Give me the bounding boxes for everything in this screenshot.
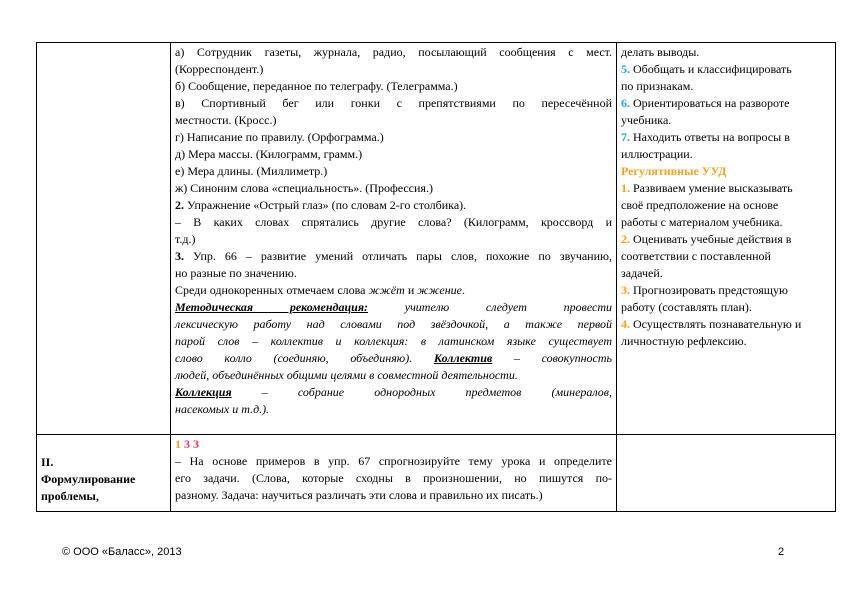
method-label: Методическая рекомендация: — [175, 300, 368, 314]
text-line: в) Спортивный бег или гонки с препятствиями по пересечённой — [175, 96, 612, 110]
stage-title: проблемы, — [41, 489, 99, 503]
table-row — [36, 42, 836, 435]
uud-cell — [617, 43, 835, 434]
text-span: Находить ответы на вопросы в — [630, 130, 790, 144]
uud-item — [621, 61, 831, 78]
exercise-text: Упр. 66 – развитие умений отличать пары слов, похожие по звучанию, — [184, 249, 612, 263]
text-line — [175, 350, 612, 367]
page-number: 2 — [778, 546, 785, 558]
text-line: задачей. — [621, 266, 663, 280]
text-line: (Корреспондент.) — [175, 62, 264, 76]
text-line: местности. (Кросс.) — [175, 113, 277, 127]
exercise-number: 3. — [175, 249, 184, 263]
exercise-number: 2. — [175, 198, 184, 212]
text-line: но разные по значению. — [175, 266, 297, 280]
text-span: Оценивать учебные действия в — [630, 232, 792, 246]
italic-word: жжение — [417, 283, 463, 297]
text-span: Прогнозировать предстоящую — [630, 283, 789, 297]
text-line — [175, 282, 612, 299]
text-span: Ориентироваться на развороте — [630, 96, 790, 110]
uud-item — [621, 231, 831, 248]
footer-copyright: © ООО «Баласс», 2013 — [62, 546, 182, 558]
text-line: лексическую работу над словами под звёздочкой, а также первой — [175, 317, 612, 331]
lesson-table — [36, 42, 836, 512]
text-span: – собрание однородных предметов (минералов, — [231, 385, 612, 399]
activity-cell — [171, 43, 617, 434]
exercise-line — [175, 248, 612, 265]
text-line: – В каких словах спрятались другие слова? (Килограмм, кроссворд и — [175, 215, 612, 229]
method-recommendation — [175, 299, 612, 316]
item-number: 7. — [621, 130, 630, 144]
italic-word: жжёт — [368, 283, 405, 297]
item-number: 4. — [621, 317, 630, 331]
text-line: его задачи. (Слова, которые сходны в произношении, но пишутся по- — [175, 471, 612, 485]
text-line: работы с материалом учебника. — [621, 215, 783, 229]
text-line: б) Сообщение, переданное по телеграфу. (Телеграмма.) — [175, 79, 458, 93]
text-span: . — [462, 283, 466, 297]
marker-line — [175, 436, 612, 453]
text-span: слово колло (соединяю, объединяю). — [175, 351, 434, 365]
stage-cell — [37, 435, 171, 511]
regulative-uud-heading: Регулятивные УУД — [621, 164, 727, 178]
text-span: – совокупность — [492, 351, 612, 365]
text-line: делать выводы. — [621, 45, 700, 59]
text-line: личностную рефлексию. — [621, 334, 747, 348]
text-span: Развиваем умение высказывать — [630, 181, 793, 195]
text-line: учебника. — [621, 113, 672, 127]
marker-number: 1 — [175, 437, 181, 451]
stage-number: II. — [41, 455, 54, 469]
text-span: Осуществлять познавательную и — [630, 317, 802, 331]
term-kollektsiya: Коллекция — [175, 385, 232, 399]
text-line: по признакам. — [621, 79, 694, 93]
item-number: 1. — [621, 181, 630, 195]
uud-item — [621, 282, 831, 299]
text-span: Обобщать и классифицировать — [630, 62, 792, 76]
item-number: 2. — [621, 232, 630, 246]
activity-cell — [171, 435, 617, 511]
text-line: насекомых и т.д.). — [175, 402, 270, 416]
uud-item — [621, 316, 831, 333]
text-line: е) Мера длины. (Миллиметр.) — [175, 164, 328, 178]
text-line: т.д.) — [175, 232, 196, 246]
text-line: парой слов – коллектив и коллекция: в латинском языке существует — [175, 334, 612, 348]
text-line: ж) Синоним слова «специальность». (Профессия.) — [175, 181, 433, 195]
text-line: людей, объединённых общими целями в совместной деятельности. — [175, 368, 518, 382]
text-line: своё предположение на основе — [621, 198, 779, 212]
text-span: учителю следует провести — [368, 300, 612, 314]
text-line: – На основе примеров в упр. 67 спрогнозируйте тему урока и определите — [175, 454, 612, 468]
uud-item — [621, 95, 831, 112]
term-kollektiv: Коллектив — [433, 351, 493, 365]
item-number: 3. — [621, 283, 630, 297]
uud-cell — [617, 435, 835, 511]
text-line — [175, 384, 612, 401]
text-span: и — [404, 283, 418, 297]
stage-title: Формулирование — [41, 472, 136, 486]
text-line: соответствии с поставленной — [621, 249, 771, 263]
item-number: 5. — [621, 62, 630, 76]
text-line: работу (составлять план). — [621, 300, 752, 314]
text-line: разному. Задача: научиться различать эти слова и правильно их писать.) — [175, 488, 543, 502]
uud-item — [621, 180, 831, 197]
exercise-line — [175, 197, 612, 214]
table-row — [36, 435, 836, 512]
text-line: г) Написание по правилу. (Орфограмма.) — [175, 130, 384, 144]
text-span: Среди однокоренных отмечаем слова — [175, 283, 369, 297]
marker-number: 3 — [193, 437, 199, 451]
item-number: 6. — [621, 96, 630, 110]
text-line: д) Мера массы. (Килограмм, грамм.) — [175, 147, 363, 161]
stage-cell — [37, 43, 171, 434]
uud-item — [621, 129, 831, 146]
text-line: а) Сотрудник газеты, журнала, радио, посылающий сообщения с мест. — [175, 45, 612, 59]
marker-number: 3 — [184, 437, 190, 451]
text-line: иллюстрации. — [621, 147, 693, 161]
exercise-text: Упражнение «Острый глаз» (по словам 2-го столбика). — [184, 198, 467, 212]
